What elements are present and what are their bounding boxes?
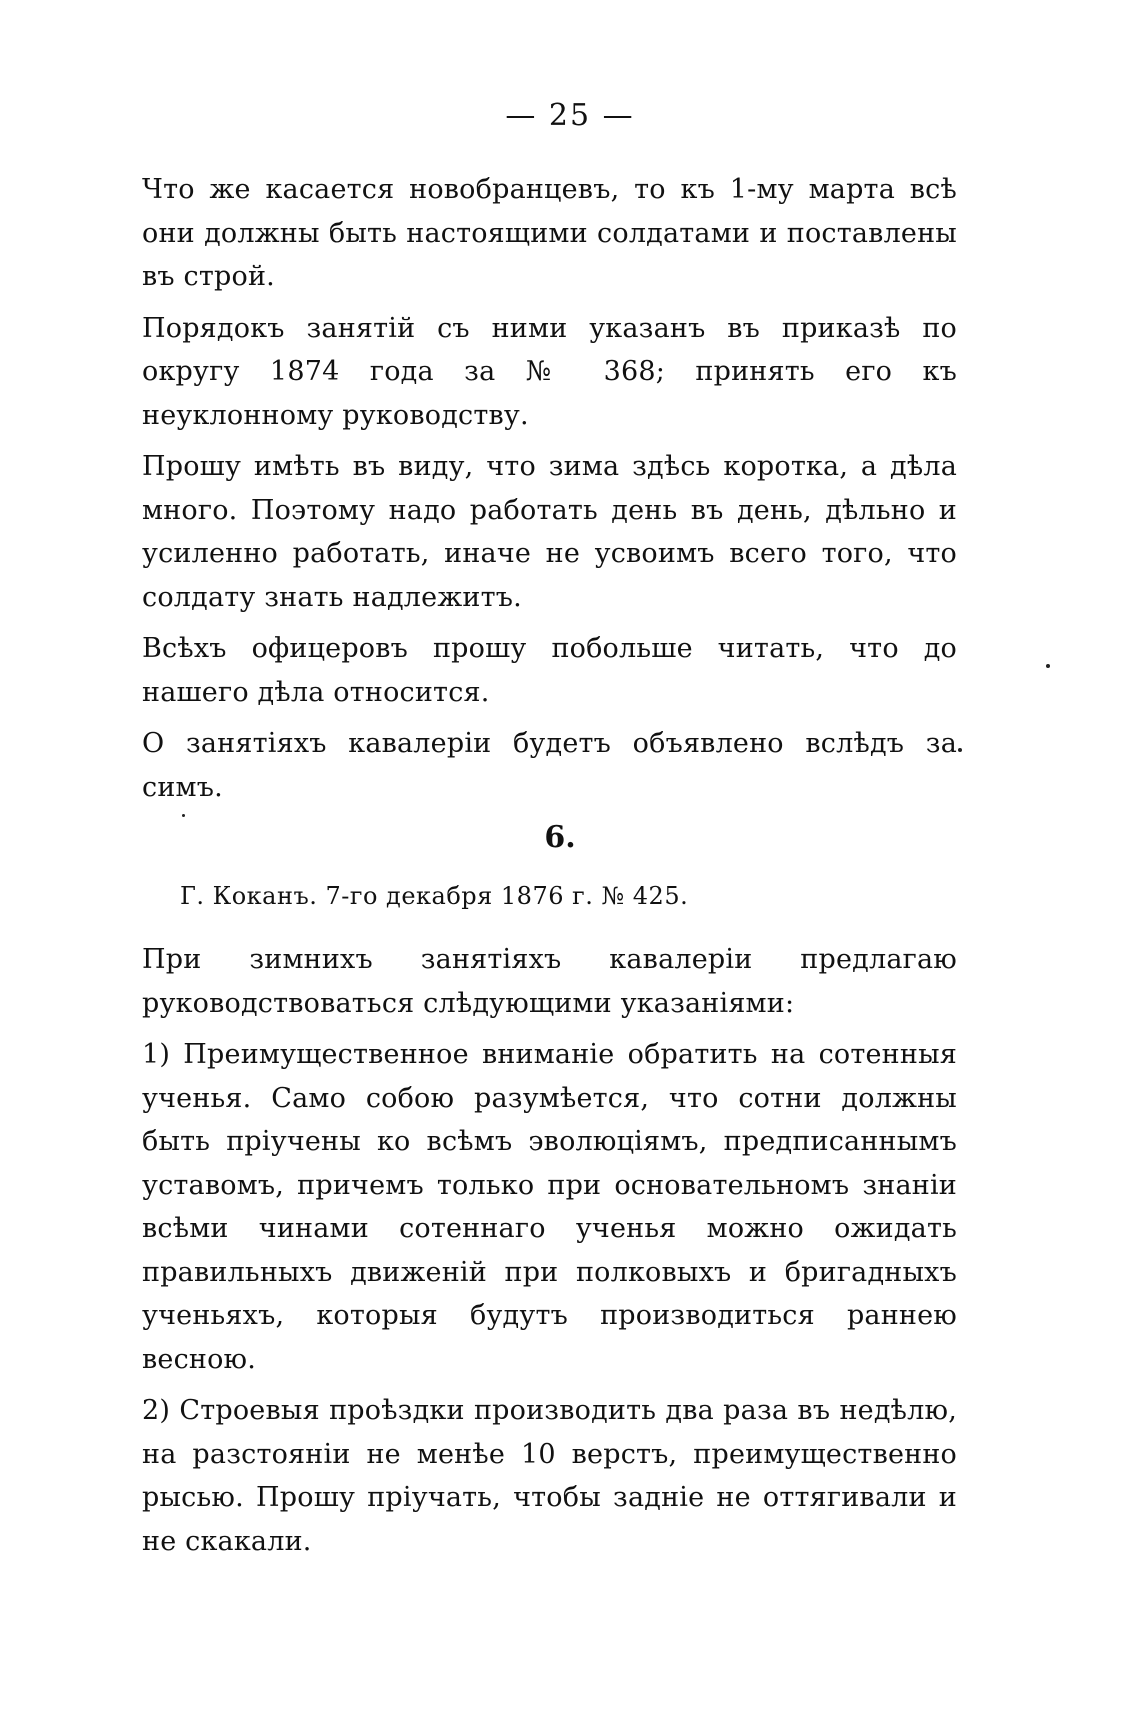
paragraph-item-2: 2) Строевыя проѣздки производить два раза въ недѣлю, на разстояніи не менѣе 10 верстъ, преимущественно рысью. Прошу пріучать, чтобы задніе не оттягивали и не скакали. xyxy=(142,1395,957,1557)
bottom-text-block xyxy=(142,938,957,1571)
paragraph-item-1: 1) Преимущественное вниманіе обратить на сотенныя ученья. Само собою разумѣется, что сотни должны быть пріучены ко всѣмъ эволюціямъ, предписаннымъ уставомъ, причемъ только при основательномъ знаніи всѣми чинами сотеннаго ученья можно ожидать правильныхъ движеній при полковыхъ и бригадныхъ ученьяхъ, которыя будутъ производиться раннею весною. xyxy=(142,1039,957,1375)
print-speck xyxy=(182,814,185,817)
print-speck xyxy=(1046,664,1050,668)
page-number: — 25 — xyxy=(505,98,635,133)
paragraph-cavalry-announcement: О занятіяхъ кавалеріи будетъ объявлено вслѣдъ за симъ. xyxy=(142,728,957,803)
paragraph-recruits: Что же касается новобранцевъ, то къ 1-му марта всѣ они должны быть настоящими солдатами и поставлены въ строй. xyxy=(142,174,957,292)
print-speck xyxy=(958,748,962,752)
paragraph-order-of-training: Порядокъ занятій съ ними указанъ въ приказѣ по округу 1874 года за № 368; принять его къ неуклонному руководству. xyxy=(142,312,957,431)
paragraph-officers-reading: Всѣхъ офицеровъ прошу побольше читать, что до нашего дѣла относится. xyxy=(142,633,957,708)
paragraph-cavalry-intro: При зимнихъ занятіяхъ кавалеріи предлагаю руководствоваться слѣдующими указаніями: xyxy=(142,944,957,1019)
section-dateline: Г. Коканъ. 7-го декабря 1876 г. № 425. xyxy=(180,882,689,910)
paragraph-winter-short: Прошу имѣть въ виду, что зима здѣсь коротка, а дѣла много. Поэтому надо работать день въ день, дѣльно и усиленно работать, иначе не усвоимъ всего того, что солдату знать надлежитъ. xyxy=(142,451,957,613)
section-number: 6. xyxy=(544,820,576,855)
top-text-block xyxy=(142,168,957,817)
